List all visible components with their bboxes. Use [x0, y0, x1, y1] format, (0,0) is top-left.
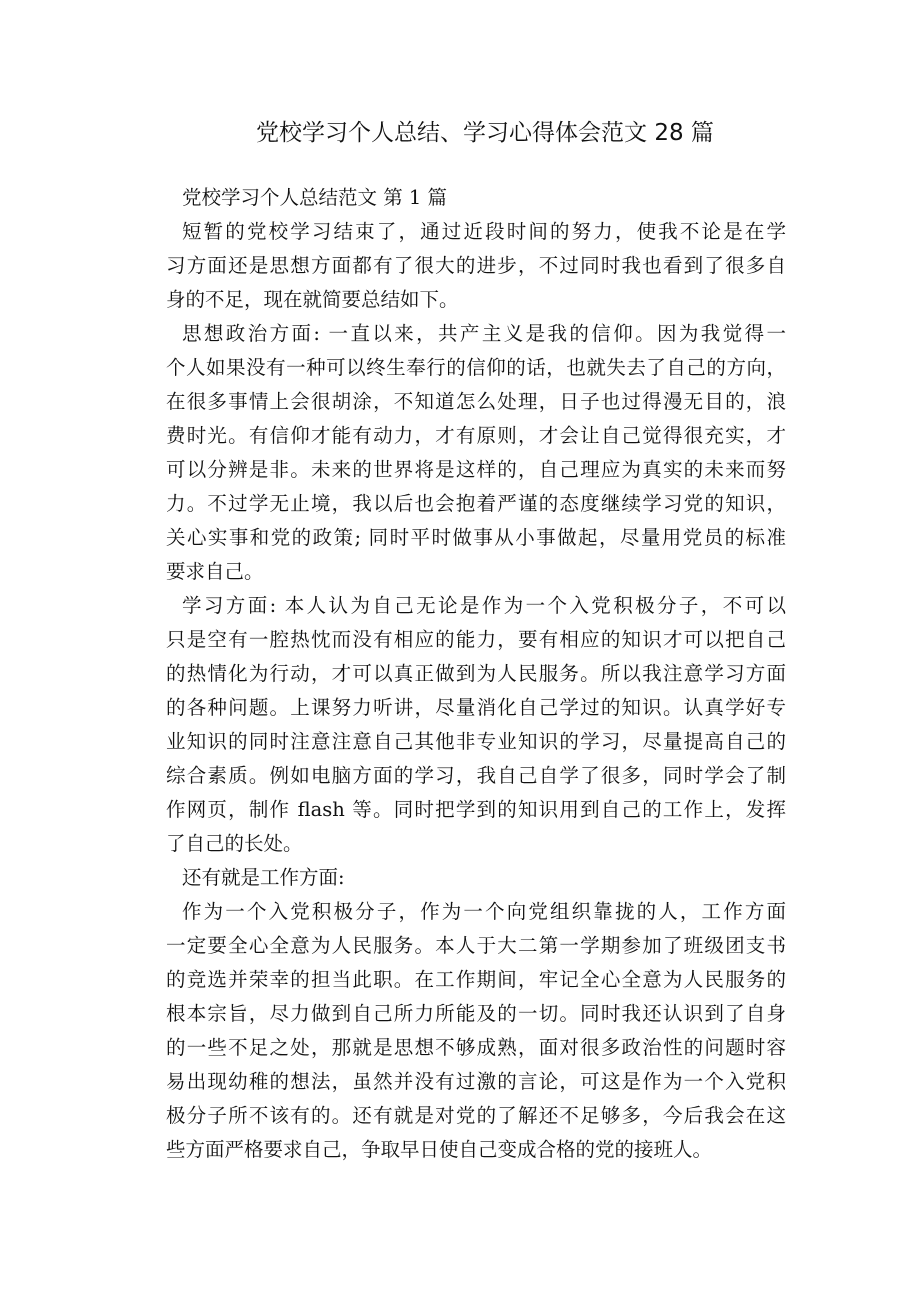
paragraph-line: 根本宗旨，尽力做到自己所力所能及的一切。同时我还认识到了自身: [166, 1002, 786, 1025]
section-heading: 党校学习个人总结范文 第 1 篇: [182, 186, 448, 209]
paragraph-line: 身的不足，现在就简要总结如下。: [166, 288, 459, 311]
paragraph-line: 的热情化为行动，才可以真正做到为人民服务。所以我注意学习方面: [166, 662, 786, 685]
paragraph-line: 费时光。有信仰才能有动力，才有原则，才会让自己觉得很充实，才: [166, 424, 786, 447]
paragraph-line: 的各种问题。上课努力听讲，尽量消化自己学过的知识。认真学好专: [166, 696, 786, 719]
paragraph-line: 些方面严格要求自己，争取早日使自己变成合格的党的接班人。: [166, 1138, 713, 1161]
paragraph-line: 综合素质。例如电脑方面的学习，我自己自学了很多，同时学会了制: [166, 764, 786, 787]
paragraph-line: 关心实事和党的政策; 同时平时做事从小事做起，尽量用党员的标准: [166, 526, 786, 549]
paragraph: [166, 317, 786, 589]
paragraph-line: 还有就是工作方面:: [182, 866, 345, 889]
paragraph-line: 作为一个入党积极分子，作为一个向党组织靠拢的人，工作方面: [182, 900, 786, 923]
paragraph-line: 在很多事情上会很胡涂，不知道怎么处理，日子也过得漫无目的，浪: [166, 390, 786, 413]
paragraph-line: 了自己的长处。: [166, 832, 303, 855]
paragraph: [166, 215, 786, 317]
paragraph-line: 个人如果没有一种可以终生奉行的信仰的话，也就失去了自己的方向，: [166, 356, 786, 379]
paragraph-line: 易出现幼稚的想法，虽然并没有过激的言论，可这是作为一个入党积: [166, 1070, 786, 1093]
paragraph-line: 极分子所不该有的。还有就是对党的了解还不足够多，今后我会在这: [166, 1104, 786, 1127]
paragraph: [166, 895, 786, 1167]
paragraph-line: 只是空有一腔热忱而没有相应的能力，要有相应的知识才可以把自己: [166, 628, 786, 651]
paragraph-line: 短暂的党校学习结束了，通过近段时间的努力，使我不论是在学: [182, 220, 786, 243]
paragraph-line: 习方面还是思想方面都有了很大的进步，不过同时我也看到了很多自: [166, 254, 786, 277]
paragraph-line: 业知识的同时注意注意自己其他非专业知识的学习，尽量提高自己的: [166, 730, 786, 753]
paragraph: [166, 861, 786, 895]
paragraph-line: 可以分辨是非。未来的世界将是这样的，自己理应为真实的未来而努: [166, 458, 786, 481]
paragraph-line: 学习方面: 本人认为自己无论是作为一个入党积极分子，不可以: [182, 594, 786, 617]
paragraph-line: 作网页，制作 flash 等。同时把学到的知识用到自己的工作上，发挥: [166, 798, 786, 821]
document-title: 党校学习个人总结、学习心得体会范文 28 篇: [256, 120, 714, 146]
paragraph-line: 思想政治方面: 一直以来，共产主义是我的信仰。因为我觉得一: [182, 322, 786, 345]
paragraph-line: 的竞选并荣幸的担当此职。在工作期间，牢记全心全意为人民服务的: [166, 968, 786, 991]
paragraph: [166, 589, 786, 861]
paragraph-line: 力。不过学无止境，我以后也会抱着严谨的态度继续学习党的知识，: [166, 492, 786, 515]
document-body: [166, 181, 786, 1167]
paragraph-line: 的一些不足之处，那就是思想不够成熟，面对很多政治性的问题时容: [166, 1036, 786, 1059]
paragraph-line: 一定要全心全意为人民服务。本人于大二第一学期参加了班级团支书: [166, 934, 786, 957]
paragraph-line: 要求自己。: [166, 560, 264, 583]
